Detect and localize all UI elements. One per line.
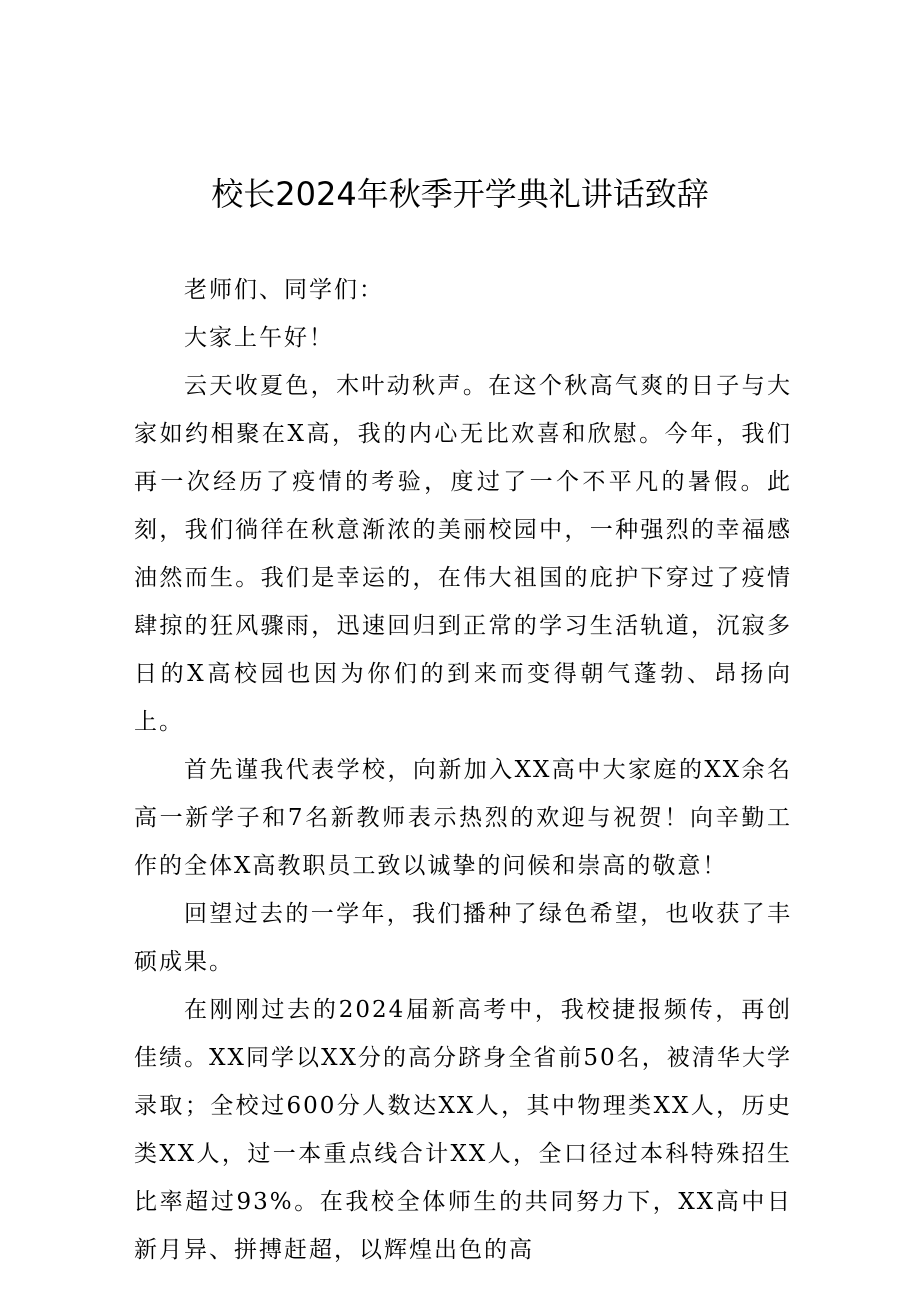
paragraph-review: 回望过去的一学年，我们播种了绿色希望，也收获了丰硕成果。 [134, 901, 792, 975]
paragraph-achievements: 在刚刚过去的2024届新高考中，我校捷报频传，再创佳绩。XX同学以XX分的高分跻身全省前50名，被清华大学录取；全校过600分人数达XX人，其中物理类XX人，历史类XX人，过一本重点线合计XX人，全口径过本科特殊招生比率超过93%。在我校全体师生的共同努力下，XX高中日新月异、拼搏赶超，以辉煌出色的高 [134, 997, 792, 1263]
paragraph-greeting: 大家上午好！ [184, 325, 334, 351]
paragraph-welcome: 首先谨我代表学校，向新加入XX高中大家庭的XX余名高一新学子和7名新教师表示热烈的欢迎与祝贺！向辛勤工作的全体X高教职员工致以诚挚的问候和崇高的敬意！ [134, 757, 792, 879]
document-body [134, 266, 792, 1274]
document-title: 校长2024年秋季开学典礼讲话致辞 [211, 175, 709, 213]
paragraph-salutation: 老师们、同学们： [184, 277, 384, 303]
paragraph-opening: 云天收夏色，木叶动秋声。在这个秋高气爽的日子与大家如约相聚在X高，我的内心无比欢喜和欣慰。今年，我们再一次经历了疫情的考验，度过了一个不平凡的暑假。此刻，我们徜徉在秋意渐浓的美丽校园中，一种强烈的幸福感油然而生。我们是幸运的，在伟大祖国的庇护下穿过了疫情肆掠的狂风骤雨，迅速回归到正常的学习生活轨道，沉寂多日的X高校园也因为你们的到来而变得朝气蓬勃、昂扬向上。 [134, 373, 792, 735]
